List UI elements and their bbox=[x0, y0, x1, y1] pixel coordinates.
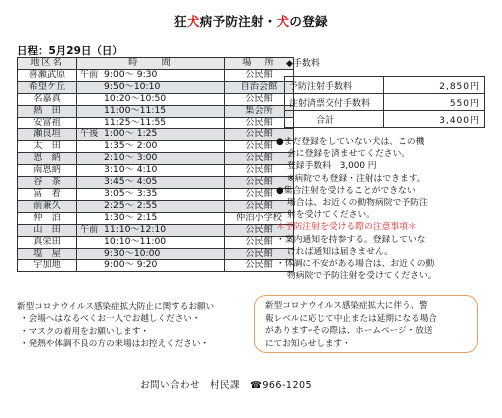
fee-label: 予防注射手数料 bbox=[285, 77, 384, 94]
schedule-time-range: 10:10〜11:00 bbox=[104, 235, 167, 247]
schedule-row bbox=[18, 224, 294, 236]
fee-row bbox=[285, 94, 485, 111]
schedule-period: 午前 bbox=[80, 223, 99, 235]
note-group-line1: ●集合注射を受けることができない bbox=[276, 185, 416, 196]
schedule-area: 宇加地 bbox=[18, 260, 77, 272]
schedule-time-range: 3:10〜 4:10 bbox=[104, 164, 158, 176]
schedule-time-range: 10:20〜10:50 bbox=[104, 92, 167, 104]
schedule-time bbox=[77, 236, 225, 248]
fee-row bbox=[285, 111, 485, 128]
covid-notice-box bbox=[254, 295, 478, 353]
schedule-date: 日程：5月29日（日） bbox=[17, 45, 123, 57]
schedule-row bbox=[18, 212, 294, 224]
note-registration-hospital: ※病院でも登録・注射はできます。 bbox=[287, 173, 426, 184]
schedule-place: 公民館 bbox=[225, 248, 294, 260]
covid-box-line: 報レベルに応じて中止または延期になる場合 bbox=[265, 313, 437, 324]
schedule-time-range: 2:10〜 3:00 bbox=[104, 152, 158, 164]
schedule-row bbox=[18, 153, 294, 165]
schedule-area: 塩 屋 bbox=[18, 248, 77, 260]
schedule-time-range: 9:00〜 9:20 bbox=[104, 259, 158, 271]
schedule-place: 公民館 bbox=[225, 177, 294, 189]
note-group-line2: 場合は、お近くの動物病院で予防注 bbox=[287, 198, 428, 209]
schedule-time-range: 2:25〜 2:55 bbox=[104, 199, 158, 211]
schedule-row bbox=[18, 188, 294, 200]
covid-box-line: がありますｰその際は、ホームページ・放送 bbox=[265, 326, 433, 336]
caution-line2: ければ通知は届きません。 bbox=[287, 246, 394, 257]
schedule-time-range: 11:00〜11:15 bbox=[104, 104, 167, 116]
schedule-area: 谷 茶 bbox=[18, 177, 77, 189]
contact-info: お問い合わせ 村民課 ☎966-1205 bbox=[140, 380, 313, 391]
schedule-row bbox=[18, 69, 294, 81]
schedule-time bbox=[77, 69, 225, 81]
schedule-time bbox=[77, 153, 225, 165]
header-place: 場 所 bbox=[225, 58, 294, 70]
schedule-time-range: 9:30〜10:00 bbox=[104, 247, 161, 259]
covid-box-line: にてお知らせします・ bbox=[265, 338, 351, 349]
schedule-place: 公民館 bbox=[225, 93, 294, 105]
schedule-area: 南恩納 bbox=[18, 165, 77, 177]
note-registration-fee: 登録手数料 3,000 円 bbox=[287, 161, 377, 172]
schedule-place: 公民館 bbox=[225, 224, 294, 236]
page-title: 狂犬病予防注射・犬の登録 bbox=[174, 14, 328, 29]
schedule-area: 熱 田 bbox=[18, 105, 77, 117]
schedule-area: 安富祖 bbox=[18, 117, 77, 129]
schedule-row bbox=[18, 81, 294, 93]
schedule-time-range: 3:45〜 4:05 bbox=[104, 176, 158, 188]
schedule-place: 公民館 bbox=[225, 69, 294, 81]
note-registration-line2: 会に登録を済ませてください。 bbox=[287, 149, 411, 160]
schedule-area: 冨 着 bbox=[18, 188, 77, 200]
schedule-time bbox=[77, 129, 225, 141]
schedule-time bbox=[77, 188, 225, 200]
schedule-place: 公民館 bbox=[225, 260, 294, 272]
schedule-row bbox=[18, 93, 294, 105]
note-group-line3: 射を受けてください。 bbox=[287, 210, 375, 221]
schedule-row bbox=[18, 105, 294, 117]
schedule-area: 喜瀬武原 bbox=[18, 69, 77, 81]
covid-box-line: 新型コロナウイルス感染症拡大に伴う、警 bbox=[265, 301, 428, 311]
schedule-time-range: 1:30〜 2:15 bbox=[104, 211, 158, 223]
schedule-place: 公民館 bbox=[225, 200, 294, 212]
caution-line4: 物病院で予防注射を受けてください。 bbox=[287, 271, 437, 282]
fee-value: 2,850円 bbox=[384, 77, 485, 94]
schedule-place: 公民館 bbox=[225, 117, 294, 129]
fee-label: 注射済票交付手数料 bbox=[285, 94, 384, 111]
caution-title: ＊予防注射を受ける際の注意事項＊ bbox=[276, 222, 417, 233]
schedule-place: 公民館 bbox=[225, 153, 294, 165]
schedule-time-range: 9:00〜 9:30 bbox=[104, 68, 158, 80]
schedule-time bbox=[77, 224, 225, 236]
fee-value: 550円 bbox=[384, 94, 485, 111]
schedule-area: 前兼久 bbox=[18, 200, 77, 212]
covid-request-item: ・マスクの着用をお願いします・ bbox=[20, 326, 149, 337]
schedule-place: 公民館 bbox=[225, 129, 294, 141]
schedule-period: 午後 bbox=[80, 128, 99, 140]
schedule-area: 真栄田 bbox=[18, 236, 77, 248]
header-time: 時 間 bbox=[77, 58, 225, 70]
schedule-time-range: 11:25〜11:55 bbox=[104, 116, 167, 128]
schedule-area: 山 田 bbox=[18, 224, 77, 236]
covid-request-title: 新型コロナウイルス感染症拡大防止に関するお願い bbox=[17, 302, 215, 312]
covid-request-item: ・会場へはなるべくお一人でお越しください・ bbox=[20, 314, 201, 324]
schedule-row bbox=[18, 200, 294, 212]
schedule-time bbox=[77, 141, 225, 153]
schedule-time bbox=[77, 212, 225, 224]
schedule-place: 公民館 bbox=[225, 165, 294, 177]
schedule-area: 名嘉真 bbox=[18, 93, 77, 105]
schedule-table bbox=[17, 57, 294, 272]
fee-row bbox=[285, 77, 485, 94]
fee-heading: ◆手数料 bbox=[286, 59, 320, 69]
notes bbox=[276, 136, 498, 282]
schedule-area: 希望ケ丘 bbox=[18, 81, 77, 93]
schedule-area: 瀬良垣 bbox=[18, 129, 77, 141]
schedule-time bbox=[77, 105, 225, 117]
schedule-row bbox=[18, 141, 294, 153]
schedule-row bbox=[18, 177, 294, 189]
schedule-time-range: 11:10〜12:10 bbox=[104, 223, 167, 235]
header-area: 地区名 bbox=[18, 58, 77, 70]
schedule-area: 太 田 bbox=[18, 141, 77, 153]
schedule-time-range: 1:35〜 2:00 bbox=[104, 140, 158, 152]
schedule-time bbox=[77, 93, 225, 105]
schedule-place: 公民館 bbox=[225, 236, 294, 248]
schedule-place: 仲泊小学校 bbox=[225, 212, 294, 224]
schedule-time bbox=[77, 200, 225, 212]
schedule-time bbox=[77, 260, 225, 272]
covid-request-list bbox=[20, 313, 209, 351]
fee-label: 合計 bbox=[285, 111, 384, 128]
covid-request-item: ・発熱や体調不良の方の来場はお控えください・ bbox=[20, 339, 210, 349]
schedule-row bbox=[18, 165, 294, 177]
schedule-place: 公民館 bbox=[225, 141, 294, 153]
schedule-period: 午前 bbox=[80, 68, 99, 80]
schedule-time bbox=[77, 81, 225, 93]
schedule-row bbox=[18, 260, 294, 272]
fee-value: 3,400円 bbox=[384, 111, 485, 128]
caution-line3: ・体調に不安がある場合は、お近くの動 bbox=[276, 259, 435, 270]
schedule-time-range: 1:00〜 1:25 bbox=[104, 128, 158, 140]
schedule-place: 集会所 bbox=[225, 105, 294, 117]
schedule-row bbox=[18, 236, 294, 248]
schedule-time bbox=[77, 177, 225, 189]
note-registration-line1: ●まだ登録をしていない犬は、この機 bbox=[276, 137, 425, 147]
schedule-place: 自治会館 bbox=[225, 81, 294, 93]
schedule-time-range: 9:50〜10:10 bbox=[104, 80, 161, 92]
schedule-place: 公民館 bbox=[225, 188, 294, 200]
fee-table bbox=[284, 76, 485, 128]
schedule-time bbox=[77, 248, 225, 260]
caution-line1: ・案内通知を持参する。登録していな bbox=[276, 234, 426, 245]
schedule-time-range: 3:05〜 3:35 bbox=[104, 187, 158, 199]
schedule-area: 仲 泊 bbox=[18, 212, 77, 224]
schedule-area: 恩 納 bbox=[18, 153, 77, 165]
schedule-time bbox=[77, 165, 225, 177]
